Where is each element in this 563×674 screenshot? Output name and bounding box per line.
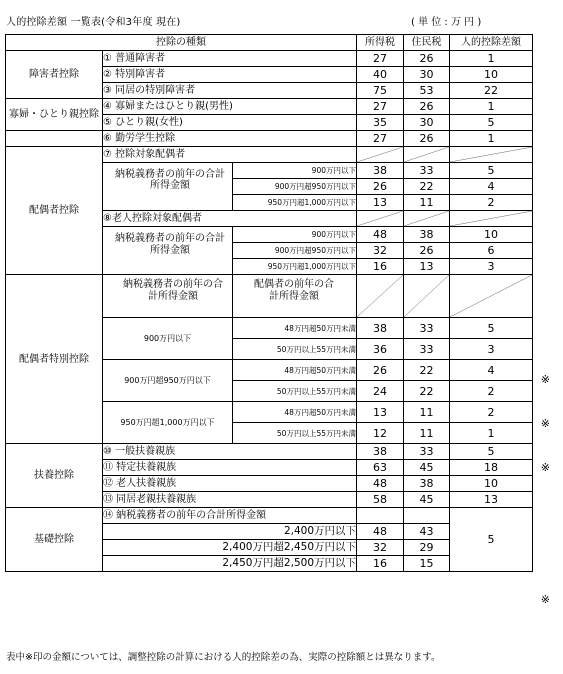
spouse-range: 48万円超50万円未満	[233, 318, 357, 339]
income-tax-value: 38	[357, 163, 404, 179]
resident-tax-value: 26	[404, 99, 450, 115]
table-row	[6, 275, 533, 318]
diff-value: 4	[450, 360, 533, 381]
row-label: ⑧老人控除対象配偶者	[103, 211, 357, 227]
income-range: 2,400万円以下	[103, 524, 357, 540]
spouse-income-label: 配偶者の前年の合計所得金額	[254, 279, 334, 302]
income-range: 950万円超1,000万円以下	[233, 195, 357, 211]
spouse-range: 50万円以上55万円未満	[233, 339, 357, 360]
table-row	[6, 51, 533, 67]
income-tax-value: 40	[357, 67, 404, 83]
diff-value: 1	[450, 51, 533, 67]
resident-tax-value: 29	[404, 540, 450, 556]
resident-tax-value: 26	[404, 51, 450, 67]
diff-value: 5	[450, 508, 533, 572]
diagonal-cell	[357, 275, 404, 318]
resident-tax-value: 13	[404, 259, 450, 275]
row-label: ⑥ 勤労学生控除	[103, 131, 357, 147]
income-tax-value: 12	[357, 423, 404, 444]
resident-tax-value: 30	[404, 115, 450, 131]
header-kind: 控除の種類	[6, 35, 357, 51]
resident-tax-value: 26	[404, 243, 450, 259]
table-header	[6, 35, 533, 51]
resident-tax-value: 43	[404, 524, 450, 540]
income-tax-value: 75	[357, 83, 404, 99]
spouse-range: 48万円超50万円未満	[233, 360, 357, 381]
diff-value: 10	[450, 227, 533, 243]
diff-value: 1	[450, 99, 533, 115]
resident-tax-value: 45	[404, 460, 450, 476]
diff-value: 1	[450, 423, 533, 444]
diagonal-cell	[450, 147, 533, 163]
income-tax-value: 38	[357, 444, 404, 460]
row-label: ⑦ 控除対象配偶者	[103, 147, 357, 163]
income-range: 900万円超950万円以下	[233, 243, 357, 259]
income-tax-value: 32	[357, 540, 404, 556]
spouse-range: 48万円超50万円未満	[233, 402, 357, 423]
asterisk-mark: ※	[540, 417, 550, 430]
income-range: 2,400万円超2,450万円以下	[103, 540, 357, 556]
asterisk-mark: ※	[540, 461, 550, 474]
table-row	[6, 147, 533, 163]
header-resident-tax: 住民税	[404, 35, 450, 51]
table-row	[6, 99, 533, 115]
group-disabled: 障害者控除	[6, 51, 103, 99]
taxpayer-range: 950万円超1,000万円以下	[103, 402, 233, 444]
spouse-range: 50万円以上55万円未満	[233, 423, 357, 444]
diff-value: 6	[450, 243, 533, 259]
table-row	[6, 444, 533, 460]
row-label: ⑬ 同居老親扶養親族	[103, 492, 357, 508]
income-range: 2,450万円超2,500万円以下	[103, 556, 357, 572]
group-widow: 寡婦・ひとり親控除	[6, 99, 103, 131]
group-special-spouse: 配偶者特別控除	[6, 275, 103, 444]
income-tax-value: 63	[357, 460, 404, 476]
spouse-range: 50万円以上55万円未満	[233, 381, 357, 402]
table-row	[6, 508, 533, 524]
resident-tax-value: 38	[404, 227, 450, 243]
income-tax-value: 26	[357, 360, 404, 381]
diagonal-cell	[404, 211, 450, 227]
income-range: 900万円以下	[233, 227, 357, 243]
resident-tax-value: 33	[404, 444, 450, 460]
asterisk-mark: ※	[540, 593, 550, 606]
deduction-table	[5, 34, 533, 572]
resident-tax-value: 30	[404, 67, 450, 83]
resident-tax-value: 33	[404, 318, 450, 339]
income-tax-value: 13	[357, 402, 404, 423]
row-label: ⑪ 特定扶養親族	[103, 460, 357, 476]
resident-tax-value: 11	[404, 402, 450, 423]
group-dependent: 扶養控除	[6, 444, 103, 508]
row-label: ⑭ 納税義務者の前年の合計所得金額	[103, 508, 357, 524]
diagonal-cell	[357, 147, 404, 163]
taxpayer-range: 900万円超950万円以下	[103, 360, 233, 402]
diff-value: 3	[450, 339, 533, 360]
taxpayer-income-cell	[103, 227, 233, 275]
diff-value: 2	[450, 402, 533, 423]
income-range: 900万円以下	[233, 163, 357, 179]
income-range: 950万円超1,000万円以下	[233, 259, 357, 275]
resident-tax-value: 22	[404, 360, 450, 381]
diff-value: 1	[450, 131, 533, 147]
diff-value: 2	[450, 195, 533, 211]
diagonal-cell	[357, 211, 404, 227]
header-diff: 人的控除差額	[450, 35, 533, 51]
income-range: 900万円超950万円以下	[233, 179, 357, 195]
diff-value: 22	[450, 83, 533, 99]
resident-tax-value: 33	[404, 339, 450, 360]
taxpayer-range: 900万円以下	[103, 318, 233, 360]
resident-tax-value: 11	[404, 195, 450, 211]
diff-value: 5	[450, 163, 533, 179]
diff-value: 13	[450, 492, 533, 508]
diff-value: 2	[450, 381, 533, 402]
blank-cell	[357, 508, 404, 524]
row-label: ② 特別障害者	[103, 67, 357, 83]
income-tax-value: 48	[357, 476, 404, 492]
blank-cell	[404, 508, 450, 524]
diagonal-cell	[450, 275, 533, 318]
row-label: ⑩ 一般扶養親族	[103, 444, 357, 460]
resident-tax-value: 38	[404, 476, 450, 492]
row-label: ③ 同居の特別障害者	[103, 83, 357, 99]
page-title: 人的控除差額 一覧表(令和3年度 現在)	[6, 17, 181, 28]
resident-tax-value: 45	[404, 492, 450, 508]
diff-value: 5	[450, 115, 533, 131]
row-label: ① 普通障害者	[103, 51, 357, 67]
diff-value: 5	[450, 444, 533, 460]
footnote: 表中※印の金額については、調整控除の計算における人的控除差の為、実際の控除額とは異なります。	[6, 652, 441, 663]
resident-tax-value: 22	[404, 179, 450, 195]
diff-value: 18	[450, 460, 533, 476]
taxpayer-income-header	[103, 275, 233, 318]
income-tax-value: 27	[357, 99, 404, 115]
income-tax-value: 27	[357, 51, 404, 67]
income-tax-value: 24	[357, 381, 404, 402]
diff-value: 10	[450, 67, 533, 83]
income-tax-value: 36	[357, 339, 404, 360]
row-label: ④ 寡婦またはひとり親(男性)	[103, 99, 357, 115]
resident-tax-value: 15	[404, 556, 450, 572]
income-tax-value: 26	[357, 179, 404, 195]
resident-tax-value: 33	[404, 163, 450, 179]
income-tax-value: 16	[357, 556, 404, 572]
taxpayer-income-label: 納税義務者の前年の合計所得金額	[123, 279, 223, 302]
resident-tax-value: 53	[404, 83, 450, 99]
header-income-tax: 所得税	[357, 35, 404, 51]
income-tax-value: 48	[357, 524, 404, 540]
income-tax-value: 38	[357, 318, 404, 339]
diff-value: 3	[450, 259, 533, 275]
diff-value: 4	[450, 179, 533, 195]
group-spouse: 配偶者控除	[6, 147, 103, 275]
spouse-income-header	[233, 275, 357, 318]
diagonal-cell	[404, 147, 450, 163]
income-tax-value: 32	[357, 243, 404, 259]
diagonal-cell	[450, 211, 533, 227]
group-blank-cell	[6, 131, 103, 147]
income-tax-value: 48	[357, 227, 404, 243]
diagonal-cell	[404, 275, 450, 318]
resident-tax-value: 22	[404, 381, 450, 402]
resident-tax-value: 26	[404, 131, 450, 147]
unit-label: ( 単 位 : 万 円 )	[411, 17, 482, 28]
income-tax-value: 13	[357, 195, 404, 211]
resident-tax-value: 11	[404, 423, 450, 444]
diff-value: 10	[450, 476, 533, 492]
group-basic: 基礎控除	[6, 508, 103, 572]
taxpayer-income-label: 納税義務者の前年の合計所得金額	[115, 233, 225, 256]
taxpayer-income-label: 納税義務者の前年の合計所得金額	[115, 169, 225, 191]
table-row	[6, 131, 533, 147]
asterisk-mark: ※	[540, 373, 550, 386]
income-tax-value: 27	[357, 131, 404, 147]
taxpayer-income-cell	[103, 163, 233, 211]
row-label: ⑫ 老人扶養親族	[103, 476, 357, 492]
income-tax-value: 35	[357, 115, 404, 131]
diff-value: 5	[450, 318, 533, 339]
row-label: ⑤ ひとり親(女性)	[103, 115, 357, 131]
income-tax-value: 58	[357, 492, 404, 508]
income-tax-value: 16	[357, 259, 404, 275]
